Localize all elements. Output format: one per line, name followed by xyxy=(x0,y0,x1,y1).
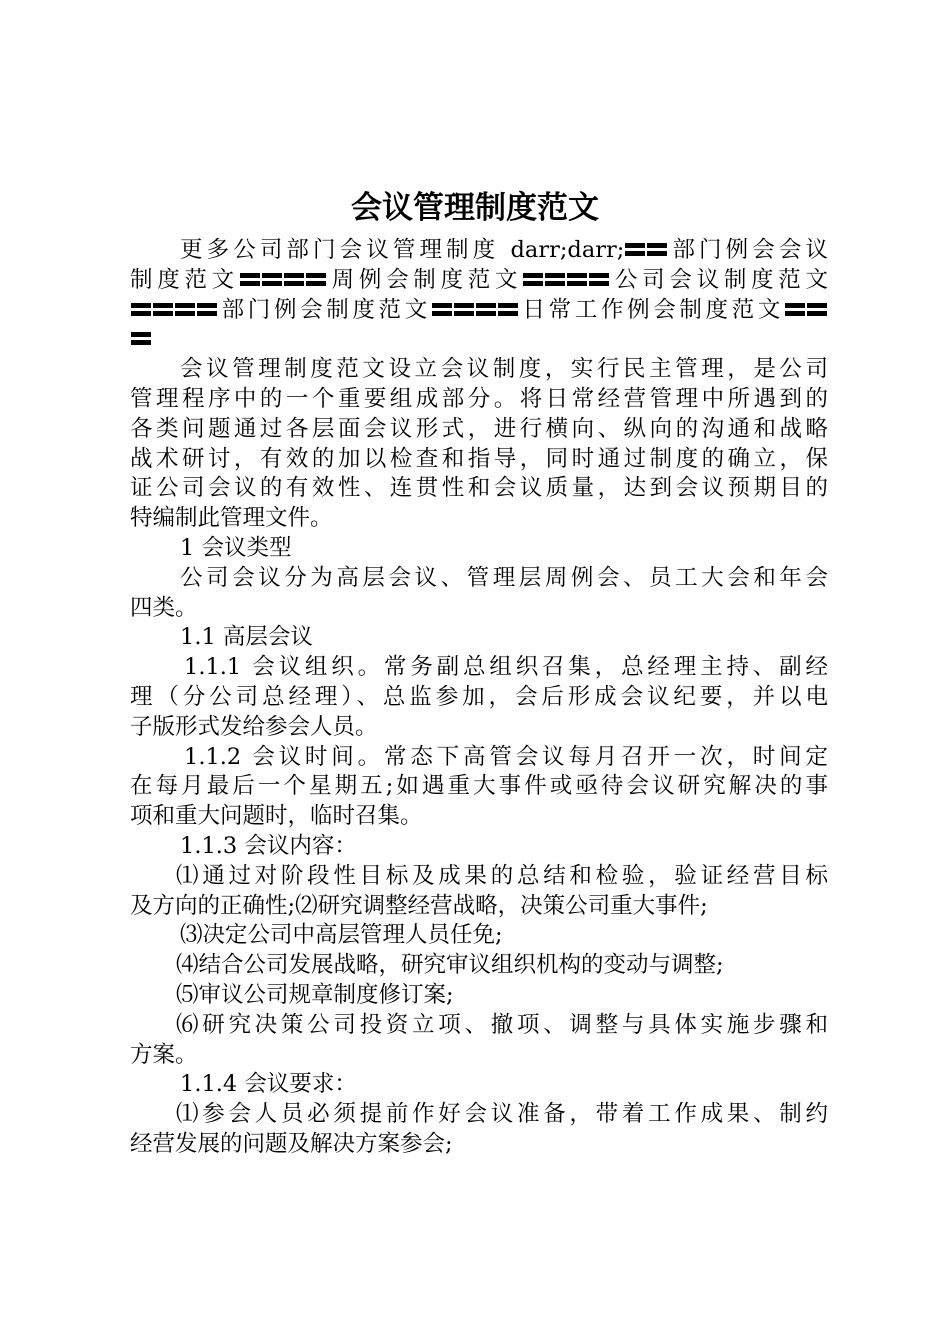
document-body xyxy=(130,236,828,1160)
text-line: 1.1.1 会议组织。常务副总组织召集，总经理主持、副经 xyxy=(184,654,828,681)
subsection-heading: 1.1.4 会议要求： xyxy=(180,1071,357,1098)
related-link[interactable]: 公司会议制度范文 xyxy=(610,266,828,293)
paragraph-1-1-2 xyxy=(130,743,828,832)
block-symbol-icon xyxy=(174,301,196,319)
block-symbol-icon xyxy=(497,301,519,319)
text-line: ⑴参会人员必须提前作好会议准备，带着工作成果、制约 xyxy=(176,1101,828,1128)
paragraph-1-1-1 xyxy=(130,653,828,742)
block-symbol-icon xyxy=(544,271,566,289)
intro-paragraph xyxy=(130,355,828,534)
block-symbol-icon xyxy=(566,271,588,289)
related-link[interactable]: 日常工作例会制度范文 xyxy=(518,296,784,323)
block-symbol-icon xyxy=(522,271,544,289)
related-links xyxy=(130,236,828,355)
text-line: 证公司会议的有效性、连贯性和会议质量，达到会议预期目的 xyxy=(130,475,828,502)
block-symbol-icon xyxy=(624,241,646,259)
block-symbol-icon xyxy=(130,301,152,319)
related-links-line xyxy=(130,236,828,266)
related-link[interactable]: 更多公司部门会议管理制度 darr;darr; xyxy=(180,237,625,263)
text-line: ⑴通过对阶段性目标及成果的总结和检验，验证经营目标 xyxy=(176,862,828,889)
text-line: 在每月最后一个星期五;如遇重大事件或亟待会议研究解决的事 xyxy=(130,773,828,800)
block-symbol-icon xyxy=(453,301,475,319)
text-line: ⑹研究决策公司投资立项、撤项、调整与具体实施步骤和 xyxy=(176,1011,828,1038)
block-symbol-icon xyxy=(475,301,497,319)
text-line: 公司会议分为高层会议、管理层周例会、员工大会和年会 xyxy=(180,564,828,591)
content-item-3: ⑶决定公司中高层管理人员任免; xyxy=(180,922,503,949)
text-line: 1.1.2 会议时间。常态下高管会议每月召开一次，时间定 xyxy=(184,743,828,770)
related-links-line xyxy=(130,266,828,296)
related-links-line xyxy=(130,296,828,326)
related-link[interactable]: 制度范文 xyxy=(130,266,239,293)
block-symbol-icon xyxy=(305,271,327,289)
subsection-heading: 1.1 高层会议 xyxy=(180,624,313,651)
section-heading: 1 会议类型 xyxy=(180,534,292,561)
block-symbol-icon xyxy=(646,241,668,259)
text-line: 经营发展的问题及解决方案参会; xyxy=(130,1130,453,1157)
text-line: 理（分公司总经理）、总监参加，会后形成会议纪要，并以电 xyxy=(130,683,828,710)
related-link[interactable]: 部门例会会议 xyxy=(668,237,828,263)
subsection-heading: 1.1.3 会议内容： xyxy=(180,832,357,859)
requirement-item-1 xyxy=(130,1100,828,1160)
block-symbol-icon xyxy=(784,301,806,319)
text-line: 四类。 xyxy=(130,594,198,621)
block-symbol-icon xyxy=(196,301,218,319)
block-symbol-icon xyxy=(239,271,261,289)
text-line: 会议管理制度范文设立会议制度，实行民主管理，是公司 xyxy=(180,356,828,383)
block-symbol-icon xyxy=(283,271,305,289)
types-paragraph xyxy=(130,564,828,624)
related-links-line xyxy=(130,325,828,355)
related-link[interactable]: 部门例会制度范文 xyxy=(218,296,431,323)
block-symbol-icon xyxy=(130,330,152,348)
block-symbol-icon xyxy=(588,271,610,289)
text-line: 战术研讨，有效的加以检查和指导，同时通过制度的确立，保 xyxy=(130,445,828,472)
text-line: 子版形式发给参会人员。 xyxy=(130,713,378,740)
text-line: 方案。 xyxy=(130,1041,198,1068)
text-line: 各类问题通过各层面会议形式，进行横向、纵向的沟通和战略 xyxy=(130,415,828,442)
document-title: 会议管理制度范文 xyxy=(351,190,599,226)
content-item-1-2 xyxy=(130,862,828,922)
text-line: 特编制此管理文件。 xyxy=(130,505,333,532)
related-link[interactable]: 周例会制度范文 xyxy=(326,266,523,293)
content-item-5: ⑸审议公司规章制度修订案; xyxy=(176,981,454,1008)
block-symbol-icon xyxy=(431,301,453,319)
content-item-6 xyxy=(130,1011,828,1071)
text-line: 项和重大问题时，临时召集。 xyxy=(130,803,423,830)
block-symbol-icon xyxy=(261,271,283,289)
block-symbol-icon xyxy=(152,301,174,319)
text-line: 及方向的正确性;⑵研究调整经营战略，决策公司重大事件; xyxy=(130,892,708,919)
content-item-4: ⑷结合公司发展战略，研究审议组织机构的变动与调整; xyxy=(176,952,724,979)
block-symbol-icon xyxy=(806,301,828,319)
text-line: 管理程序中的一个重要组成部分。将日常经营管理中所遇到的 xyxy=(130,385,828,412)
